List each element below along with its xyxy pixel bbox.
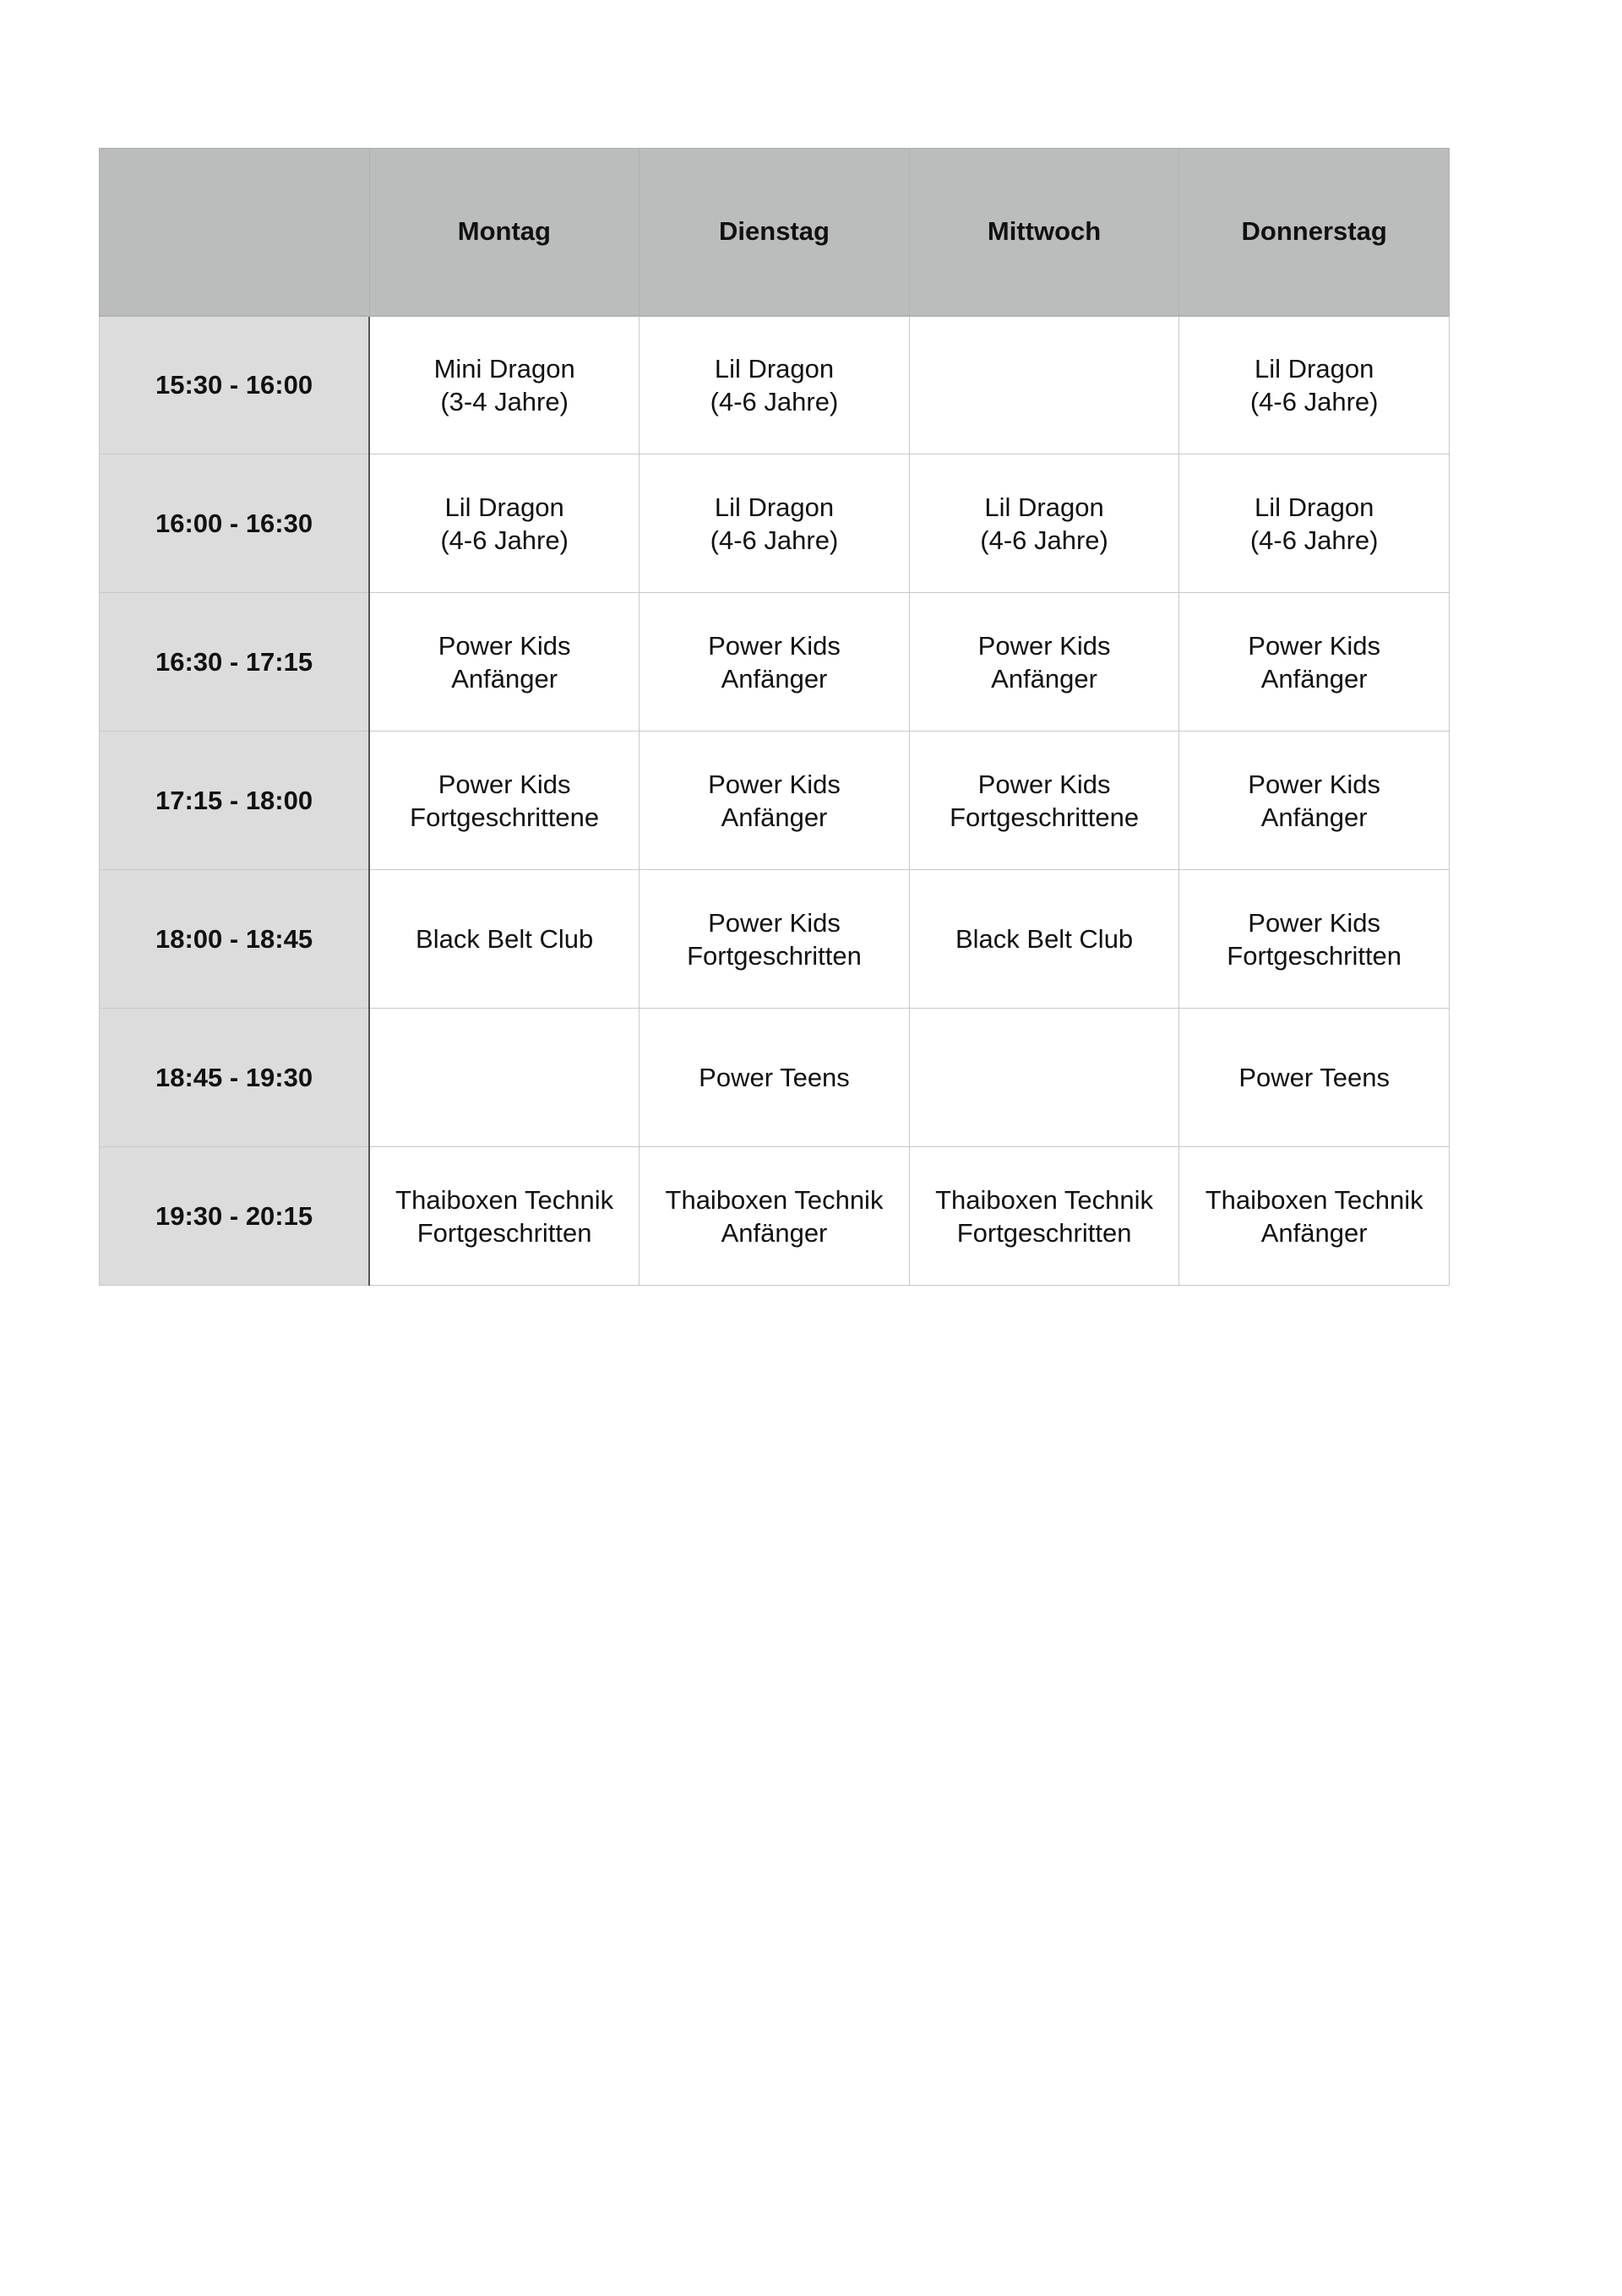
class-label-line: Lil Dragon <box>984 492 1104 522</box>
class-label-line: Black Belt Club <box>955 924 1134 954</box>
class-cell <box>1179 870 1450 1009</box>
time-slot-cell: 19:30 - 20:15 <box>100 1147 370 1286</box>
schedule-row <box>100 593 1450 732</box>
schedule-header <box>100 149 1450 316</box>
class-label-line: Lil Dragon <box>444 492 564 522</box>
class-cell <box>909 732 1179 870</box>
schedule-table <box>99 148 1450 1286</box>
class-label-line: (4-6 Jahre) <box>1249 386 1379 416</box>
schedule-body <box>100 316 1450 1286</box>
class-cell <box>909 593 1179 732</box>
class-cell <box>369 870 640 1009</box>
schedule-row <box>100 870 1450 1009</box>
class-cell <box>909 870 1179 1009</box>
class-label-line: Anfänger <box>721 663 828 694</box>
class-cell <box>1179 454 1450 593</box>
header-corner-cell <box>100 149 370 316</box>
class-label-line: Fortgeschritten <box>416 1217 592 1248</box>
class-label-line: Power Kids <box>1248 630 1381 661</box>
class-label-line: (4-6 Jahre) <box>710 386 839 416</box>
class-label-line: Thaiboxen Technik <box>935 1184 1154 1215</box>
class-label-line: Power Kids <box>977 630 1111 661</box>
class-cell <box>640 316 910 454</box>
class-cell <box>369 316 640 454</box>
class-cell <box>1179 1147 1450 1286</box>
class-label-line: Lil Dragon <box>1255 353 1374 384</box>
class-cell <box>1179 732 1450 870</box>
class-cell <box>640 454 910 593</box>
class-label-line: Anfänger <box>1260 802 1368 832</box>
class-label-line: (4-6 Jahre) <box>980 525 1108 555</box>
class-label-line: Anfänger <box>1260 663 1368 694</box>
class-label-line: Fortgeschrittene <box>950 802 1140 832</box>
class-cell <box>909 1147 1179 1286</box>
class-cell <box>640 1009 910 1147</box>
class-label-line: Lil Dragon <box>714 492 835 522</box>
class-label-line: Anfänger <box>721 802 828 832</box>
day-header: Mittwoch <box>909 149 1179 316</box>
class-label-line: Power Kids <box>708 907 841 938</box>
class-label-line: Power Kids <box>438 769 571 799</box>
class-label-line: Anfänger <box>451 663 558 694</box>
class-label-line: Power Kids <box>708 769 841 799</box>
class-label-line: Thaiboxen Technik <box>1205 1184 1423 1215</box>
class-label-line: Fortgeschritten <box>1227 940 1402 971</box>
class-label-line: (4-6 Jahre) <box>440 525 569 555</box>
class-cell <box>369 593 640 732</box>
day-header: Donnerstag <box>1179 149 1450 316</box>
class-cell <box>369 732 640 870</box>
class-label-line: Lil Dragon <box>714 353 835 384</box>
empty-cell <box>369 1009 640 1147</box>
day-header: Dienstag <box>640 149 910 316</box>
class-label-line: (4-6 Jahre) <box>710 525 839 555</box>
day-header: Montag <box>369 149 640 316</box>
class-cell <box>640 1147 910 1286</box>
class-cell <box>1179 593 1450 732</box>
class-label-line: Power Kids <box>708 630 841 661</box>
class-label-line: Fortgeschritten <box>687 940 862 971</box>
class-label-line: Lil Dragon <box>1255 492 1374 522</box>
time-slot-cell: 18:45 - 19:30 <box>100 1009 370 1147</box>
schedule-row <box>100 1147 1450 1286</box>
class-label-line: Power Kids <box>1248 769 1381 799</box>
class-label-line: Power Teens <box>699 1063 850 1092</box>
schedule-row <box>100 732 1450 870</box>
class-cell <box>369 454 640 593</box>
empty-cell <box>909 1009 1179 1147</box>
class-label-line: Fortgeschrittene <box>410 802 600 832</box>
class-label-line: (3-4 Jahre) <box>440 386 569 416</box>
class-label-line: Thaiboxen Technik <box>395 1184 614 1215</box>
empty-cell <box>909 316 1179 454</box>
class-cell <box>369 1147 640 1286</box>
class-label-line: Power Teens <box>1238 1063 1390 1092</box>
time-slot-cell: 16:00 - 16:30 <box>100 454 370 593</box>
class-label-line: (4-6 Jahre) <box>1249 525 1379 555</box>
schedule-row <box>100 316 1450 454</box>
time-slot-cell: 15:30 - 16:00 <box>100 316 370 454</box>
time-slot-cell: 17:15 - 18:00 <box>100 732 370 870</box>
class-cell <box>1179 1009 1450 1147</box>
class-label-line: Thaiboxen Technik <box>665 1184 884 1215</box>
class-label-line: Anfänger <box>991 663 1097 694</box>
class-cell <box>640 870 910 1009</box>
time-slot-cell: 16:30 - 17:15 <box>100 593 370 732</box>
class-label-line: Anfänger <box>1260 1217 1368 1248</box>
schedule-row <box>100 1009 1450 1147</box>
schedule-row <box>100 454 1450 593</box>
class-label-line: Power Kids <box>977 769 1111 799</box>
class-cell <box>909 454 1179 593</box>
class-label-line: Mini Dragon <box>433 353 575 384</box>
class-cell <box>640 732 910 870</box>
class-label-line: Power Kids <box>1248 907 1381 938</box>
class-label-line: Black Belt Club <box>416 924 594 954</box>
class-cell <box>640 593 910 732</box>
header-row <box>100 149 1450 316</box>
class-label-line: Fortgeschritten <box>956 1217 1132 1248</box>
class-label-line: Anfänger <box>721 1217 828 1248</box>
class-label-line: Power Kids <box>438 630 571 661</box>
class-cell <box>1179 316 1450 454</box>
time-slot-cell: 18:00 - 18:45 <box>100 870 370 1009</box>
